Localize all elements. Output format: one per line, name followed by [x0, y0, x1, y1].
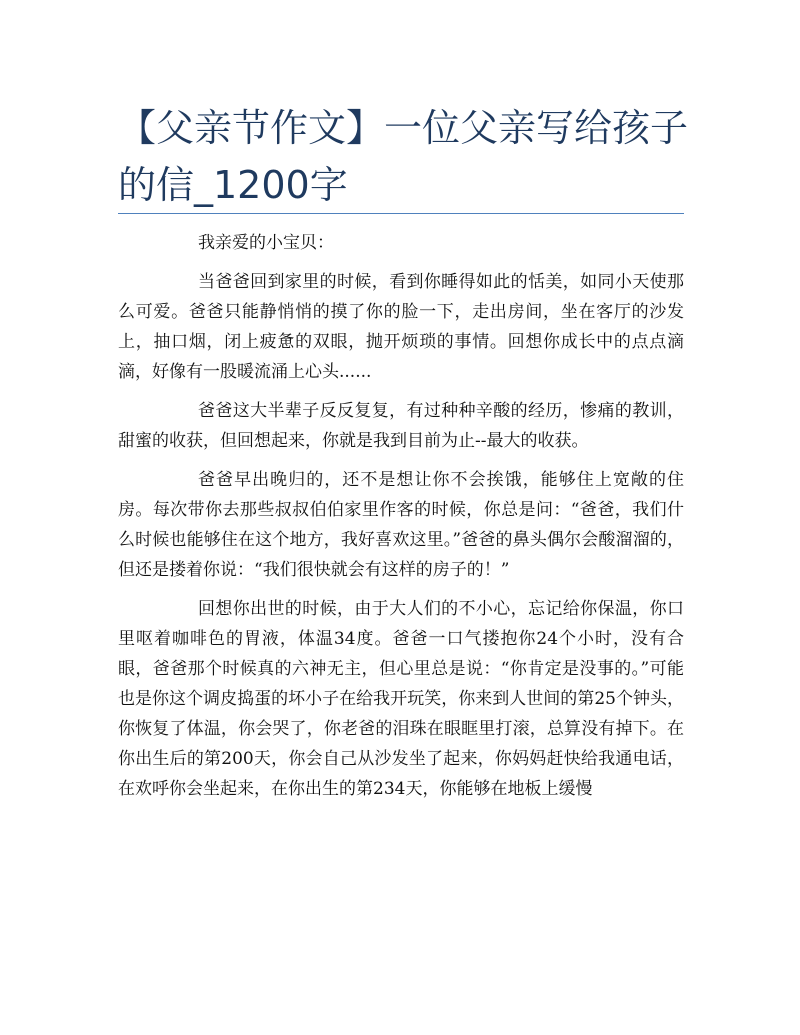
body-paragraph-1: 当爸爸回到家里的时候，看到你睡得如此的恬美，如同小天使那么可爱。爸爸只能静悄悄的摸了你的脸一下，走出房间，坐在客厅的沙发上，抽口烟，闭上疲惫的双眼，抛开烦琐的事情。回想你成长中的点点滴滴，好像有一股暖流涌上心头......	[118, 272, 684, 382]
title-underline	[118, 213, 684, 214]
body-paragraph-4: 回想你出世的时候，由于大人们的不小心，忘记给你保温，你口里呕着咖啡色的胃液，体温34度。爸爸一口气搂抱你24个小时，没有合眼，爸爸那个时候真的六神无主，但心里总是说：“你肯定是没事的。”可能也是你这个调皮捣蛋的坏小子在给我开玩笑，你来到人世间的第25个钟头，你恢复了体温，你会哭了，你老爸的泪珠在眼眶里打滚，总算没有掉下。在你出生后的第200天，你会自己从沙发坐了起来，你妈妈赶快给我通电话，在欢呼你会坐起来，在你出生的第234天，你能够在地板上缓慢	[118, 599, 684, 799]
document-body	[118, 228, 684, 813]
body-paragraph-3: 爸爸早出晚归的，还不是想让你不会挨饿，能够住上宽敞的住房。每次带你去那些叔叔伯伯家里作客的时候，你总是问：“爸爸，我们什么时候也能够住在这个地方，我好喜欢这里。”爸爸的鼻头偶尔会酸溜溜的，但还是搂着你说：“我们很快就会有这样的房子的！”	[118, 470, 684, 580]
document-title: 【父亲节作文】一位父亲写给孩子的信_1200字	[118, 106, 689, 207]
salutation: 我亲爱的小宝贝：	[198, 233, 334, 253]
body-paragraph-2: 爸爸这大半辈子反反复复，有过种种辛酸的经历，惨痛的教训，甜蜜的收获，但回想起来，你就是我到目前为止--最大的收获。	[118, 401, 684, 451]
